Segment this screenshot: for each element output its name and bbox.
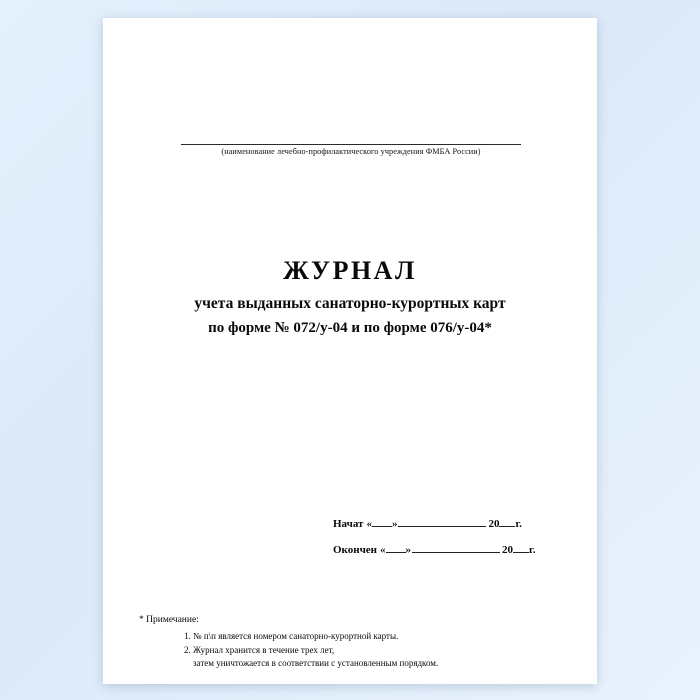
page-subtitle-primary: учета выданных санаторно-курортных карт xyxy=(194,295,506,312)
end-month-blank[interactable] xyxy=(412,552,500,553)
start-year-prefix: 20 xyxy=(488,518,500,530)
footnote-1-line-1: № п\п является номером санаторно-курортной карты. xyxy=(193,631,399,641)
document-sheet xyxy=(103,18,597,684)
list-item xyxy=(193,644,569,670)
list-item xyxy=(193,630,569,643)
institution-caption: (наименование лечебно-профилактического учреждения ФМБА России) xyxy=(221,147,481,156)
start-date-quote-close: » xyxy=(391,518,398,530)
end-year-suffix: г. xyxy=(529,544,536,556)
document-title-block xyxy=(133,256,567,337)
institution-header xyxy=(181,130,521,156)
start-year-suffix: г. xyxy=(515,518,522,530)
date-fields-block xyxy=(333,518,583,570)
start-day-blank[interactable] xyxy=(372,526,392,527)
footnote-2-line-2: затем уничтожается в соответствии с установленным порядком. xyxy=(193,658,439,669)
page-title: ЖУРНАЛ xyxy=(283,256,417,285)
start-year-blank[interactable] xyxy=(499,526,515,527)
start-date-label: Начат xyxy=(333,518,364,530)
end-date-label: Окончен xyxy=(333,544,378,556)
end-date-row xyxy=(333,544,583,556)
institution-name-blank-line xyxy=(181,130,521,145)
end-year-blank[interactable] xyxy=(513,552,529,553)
start-month-blank[interactable] xyxy=(398,526,486,527)
end-day-blank[interactable] xyxy=(386,552,406,553)
footnotes-block xyxy=(139,615,569,671)
footnotes-title: * Примечание: xyxy=(139,615,199,625)
footnote-2-line-1: Журнал хранится в течение трех лет, xyxy=(193,645,335,656)
page-subtitle-secondary: по форме № 072/у-04 и по форме 076/у-04* xyxy=(208,320,492,336)
start-date-row xyxy=(333,518,583,530)
end-date-quote-close: » xyxy=(405,544,412,556)
end-year-prefix: 20 xyxy=(502,544,514,556)
end-date-quote-open: « xyxy=(380,544,386,556)
footnotes-list xyxy=(139,630,569,670)
start-date-quote-open: « xyxy=(366,518,372,530)
